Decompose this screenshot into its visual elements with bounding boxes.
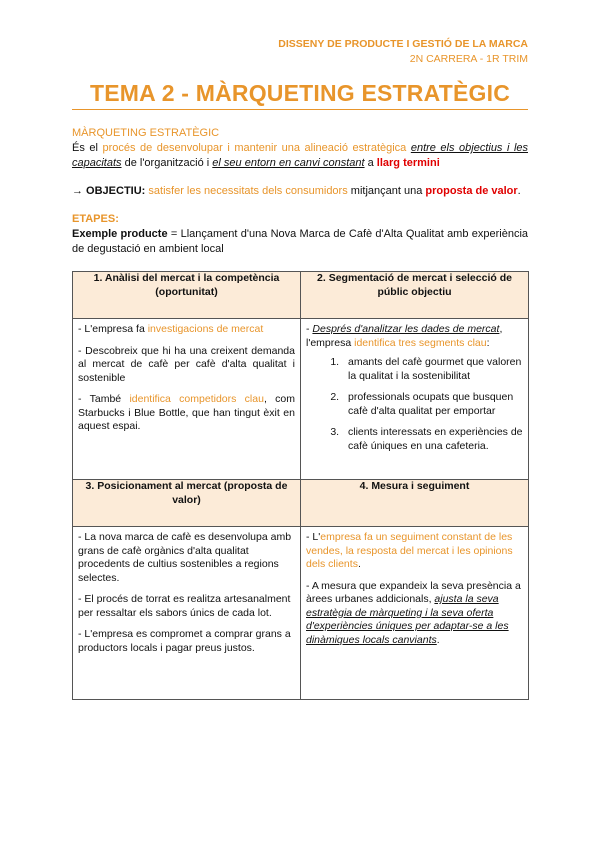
objective-period: .: [517, 185, 521, 197]
stage-2-after-analysis: Després d'analitzar les dades de mercat: [312, 323, 500, 335]
objective-text: mitjançant una: [347, 185, 426, 197]
definition-environment: el seu entorn en canvi constant: [212, 156, 365, 169]
stage-4-period: .: [357, 558, 361, 570]
definition-process: procés de desenvolupar i mantenir una alineació estratègica: [102, 142, 407, 154]
stage-4-item-1: [306, 531, 523, 572]
stage-3-item-2: - El procés de torrat es realitza artesanalment per ressaltar els sabors únics de cada lot.: [78, 593, 291, 619]
objective-line: [72, 184, 528, 199]
segment-item: 1. amants del cafè gourmet que valoren la qualitat i la sostenibilitat: [342, 356, 523, 383]
etapes-label: ETAPES:: [72, 213, 119, 225]
stage-1-item-2: - Descobreix que hi ha una creixent demanda al mercat de cafè per cafè d'alta qualitat i sostenible: [78, 344, 295, 384]
stage-2-segments-key: identifica tres segments clau: [354, 336, 487, 349]
stage-3-item-1: - La nova marca de cafè es desenvolupa amb grans de cafè orgànics d'alta qualitat procedents de cultius sostenibles a regions selectes.: [78, 531, 292, 584]
stage-3-item-3: - L'empresa es compromet a comprar grans a productors locals i pagar preus justos.: [78, 628, 291, 654]
definition-paragraph: [72, 141, 528, 170]
definition-text-2: de l'organització i: [121, 156, 213, 169]
segment-list: [306, 356, 523, 453]
stage-4-monitoring: empresa fa un seguiment constant de les vendes, la resposta del mercat i les opinions dels clients: [306, 531, 513, 570]
stage-2-intro: [306, 323, 523, 350]
stage-2-dash: -: [306, 323, 313, 335]
stage-1-cell: [73, 319, 301, 480]
definition-long-term: llarg termini: [376, 156, 440, 169]
example-text: = Llançament d'una Nova Marca de Cafè d'Alta Qualitat amb experiència de degustació en ambient local: [72, 228, 529, 255]
course-year: 2N CARRERA - 1R TRIM: [409, 53, 528, 65]
definition-text-3: a: [364, 156, 377, 169]
objective-value-proposition: proposta de valor: [425, 185, 518, 197]
stage-4-dash: - L': [306, 531, 321, 543]
stage-3-header: 3. Posicionament al mercat (proposta de valor): [73, 480, 301, 527]
stage-2-colon: :: [486, 336, 490, 349]
stage-4-header: 4. Mesura i seguiment: [301, 480, 529, 527]
example-label: Exemple producte: [72, 228, 168, 240]
stage-1-competitors: identifica competidors clau: [129, 393, 264, 405]
example-paragraph: [72, 227, 528, 256]
stages-table: [72, 271, 529, 700]
stage-1-text-2: - També: [78, 393, 130, 405]
definition-objectives: entre els objectius i les capacitats: [72, 142, 528, 169]
stage-2-header: 2. Segmentació de mercat i selecció de públic objectiu: [301, 272, 529, 319]
stage-4-period-2: .: [436, 633, 440, 646]
stage-1-header: 1. Anàlisi del mercat i la competència (oportunitat): [73, 272, 301, 319]
stage-4-text: - A mesura que expandeix la seva presència a àrees urbanes addicionals,: [306, 579, 521, 605]
definition-label: MÀRQUETING ESTRATÈGIC: [72, 127, 220, 139]
stage-4-item-2: [306, 580, 523, 648]
stage-1-research: investigacions de mercat: [147, 323, 264, 335]
stage-3-cell: [73, 527, 301, 700]
stage-1-text: - L'empresa fa: [78, 323, 148, 335]
stage-4-cell: [301, 527, 529, 700]
segment-item: 2. professionals ocupats que busquen cafè d'alta qualitat per emportar: [342, 391, 523, 418]
objective-needs: satisfer les necessitats dels consumidors: [148, 185, 348, 197]
title-divider: [72, 109, 528, 110]
stage-2-cell: [301, 319, 529, 480]
stage-2-text: , l'empresa: [306, 323, 503, 349]
objective-label: → OBJECTIU:: [72, 185, 146, 197]
definition-text: És el: [72, 142, 103, 154]
course-subject: DISSENY DE PRODUCTE I GESTIÓ DE LA MARCA: [278, 38, 528, 50]
stage-1-item-3: [78, 393, 295, 434]
stage-1-item-1: [78, 323, 295, 337]
page-title: TEMA 2 - MÀRQUETING ESTRATÈGIC: [90, 80, 510, 106]
segment-item: 3. clients interessats en experiències de cafè úniques en una cafeteria.: [342, 426, 523, 453]
stage-4-adjust: ajusta la seva estratègia de màrqueting i la seva oferta d'experiències úniques per adaptar-se a les dinàmiques locals canviants: [306, 593, 509, 646]
stage-1-text-3: , com Starbucks i Blue Bottle, que han tingut èxit en aquest espai.: [78, 393, 295, 432]
